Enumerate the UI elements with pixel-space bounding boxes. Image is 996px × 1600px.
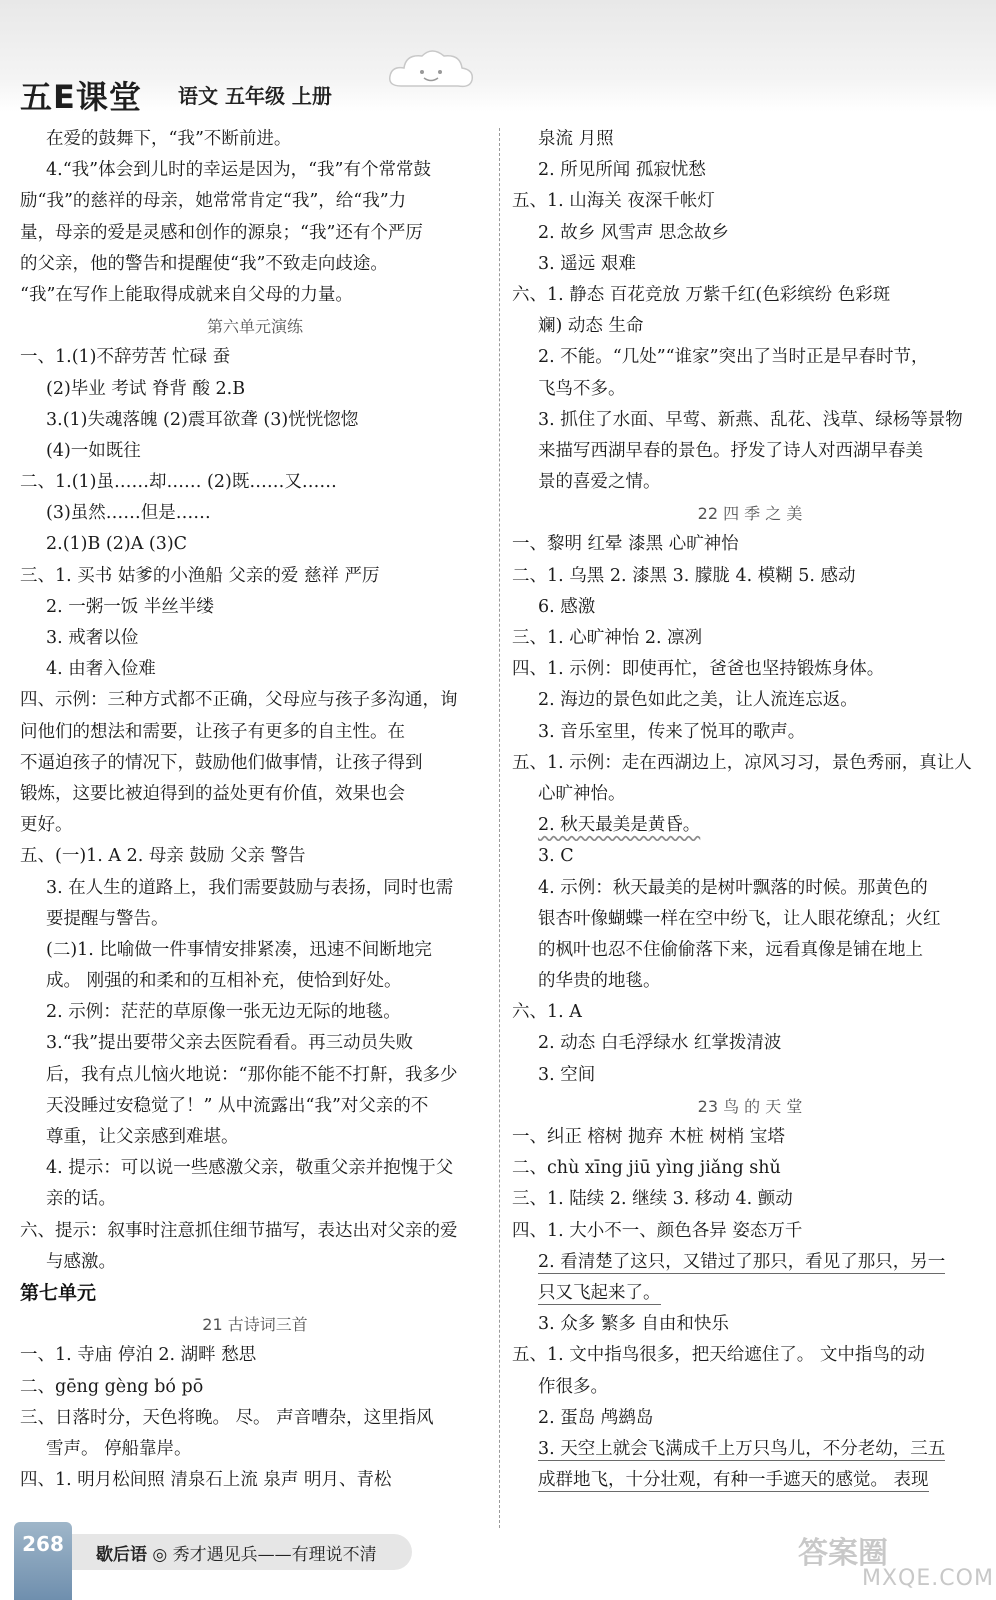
answer-line-text: 3. 在人生的道路上，我们需要鼓励与表扬，同时也需 (46, 877, 454, 898)
answer-line (20, 498, 490, 529)
answer-line-text: 五、(一)1. A 2. 母亲 鼓励 父亲 警告 (20, 846, 306, 867)
answer-line (512, 1122, 988, 1153)
answer-line (512, 249, 988, 280)
answer-line (20, 561, 490, 592)
answer-line (512, 311, 988, 342)
answer-line-text: 尊重，让父亲感到难堪。 (46, 1127, 239, 1147)
answer-line-text: 泉流 月照 (538, 129, 614, 149)
answer-line-text: 2. 秋天最美是黄昏。 (538, 815, 701, 836)
answer-line-text: 更好。 (20, 815, 73, 836)
proverb-bullet-icon: ◎ (152, 1545, 168, 1565)
answer-line-text: 五、1. 山海关 夜深千帐灯 (512, 191, 715, 212)
answer-line-text: 一、1.(1)不辞劳苦 忙碌 蚕 (20, 347, 231, 368)
answer-line (20, 685, 490, 716)
answer-line-text: 斓) 动态 生命 (538, 316, 644, 337)
answer-line (20, 1216, 490, 1247)
answer-line-text: 六、1. 静态 百花竞放 万紫千红(色彩缤纷 色彩斑 (512, 284, 891, 305)
answer-line-text: 三、1. 买书 姑爹的小渔船 父亲的爱 慈祥 严厉 (20, 565, 380, 586)
answer-line (20, 529, 490, 560)
proverb (96, 1540, 377, 1565)
answer-line (20, 218, 490, 249)
answer-line (20, 748, 490, 779)
answer-line (20, 997, 490, 1028)
unit-heading-text: 第七单元 (20, 1281, 97, 1304)
answer-line (20, 186, 490, 217)
watermark-logo: 答案圈 (798, 1536, 888, 1571)
answer-line-text: 景的喜爱之情。 (538, 472, 661, 493)
answer-line-text: 2. 看清楚了这只，又错过了那只，看见了那只，另一 (538, 1251, 946, 1272)
book-logo: 五E课堂 (20, 78, 142, 116)
watermark-url: MXQE.COM (862, 1566, 994, 1591)
answer-line-text: 六、提示：叙事时注意抓住细节描写，表达出对父亲的爱 (20, 1220, 458, 1241)
answer-line (512, 841, 988, 872)
answer-line-text: 与感激。 (46, 1251, 116, 1272)
section-heading (20, 1309, 490, 1340)
answer-line (20, 841, 490, 872)
answer-line-text: 3. 众多 繁多 自由和快乐 (538, 1314, 729, 1335)
answer-line-text: 2. 故乡 风雪声 思念故乡 (538, 222, 729, 243)
answer-line (512, 685, 988, 716)
answer-line (512, 342, 988, 373)
answer-line (512, 124, 988, 155)
answer-line (20, 1060, 490, 1091)
answer-line-text: 4. 示例：秋天最美的是树叶飘落的时候。那黄色的 (538, 877, 928, 898)
answer-line-text: 五、1. 文中指鸟很多，把天给遮住了。 文中指鸟的动 (512, 1345, 925, 1366)
answer-line (20, 1153, 490, 1184)
answer-line (20, 342, 490, 373)
answer-line-text: 来描写西湖早春的景色。抒发了诗人对西湖早春美 (538, 440, 923, 461)
answer-line (512, 1184, 988, 1215)
answer-line (20, 124, 490, 155)
answer-line-text: 三、1. 陆续 2. 继续 3. 移动 4. 颤动 (512, 1189, 793, 1210)
answer-line (512, 1434, 988, 1465)
answer-line-text: 三、日落时分，天色将晚。 尽。 声音嘈杂，这里指风 (20, 1407, 434, 1428)
answer-line (20, 1372, 490, 1403)
answer-line-text: 三、1. 心旷神怡 2. 凛冽 (512, 628, 703, 648)
answer-line-text: 4.“我”体会到儿时的幸运是因为，“我”有个常常鼓 (46, 160, 431, 181)
unit-heading (20, 1278, 490, 1309)
page-header (0, 0, 996, 116)
answer-line (20, 467, 490, 498)
answer-line-text: 二、chù xīng jiū yìng jiǎng shǔ (512, 1158, 781, 1179)
answer-line (512, 873, 988, 904)
answer-line-text: 后，我有点儿恼火地说：“那你能不能不打鼾，我多少 (46, 1064, 458, 1085)
answer-line-text: 3. 空间 (538, 1064, 596, 1085)
answer-line (20, 280, 490, 311)
section-heading (512, 1091, 988, 1122)
answer-line-text: 四、1. 明月松间照 清泉石上流 泉声 明月、青松 (20, 1470, 392, 1491)
answer-line-text: 4. 由奢入俭难 (46, 659, 156, 680)
answer-line (20, 1403, 490, 1434)
answer-line (20, 779, 490, 810)
answer-line-text: 二、1. 乌黑 2. 漆黑 3. 朦胧 4. 模糊 5. 感动 (512, 565, 856, 586)
answer-line (512, 1153, 988, 1184)
answer-line-text: 4. 提示：可以说一些感激父亲，敬重父亲并抱愧于父 (46, 1158, 454, 1179)
answer-line (20, 904, 490, 935)
answer-line-text: 3. 戒奢以俭 (46, 628, 139, 648)
answer-line (512, 810, 988, 841)
answer-line-text: 2. 不能。“几处”“谁家”突出了当时正是早春时节， (538, 347, 929, 368)
answer-line (512, 186, 988, 217)
answer-line-text: 3. 音乐室里，传来了悦耳的歌声。 (538, 721, 806, 742)
answer-line-text: 一、黎明 红晕 漆黑 心旷神怡 (512, 534, 739, 555)
answer-line (20, 654, 490, 685)
answer-line-text: 六、1. A (512, 1002, 582, 1023)
book-subject: 语文 五年级 上册 (178, 84, 332, 108)
answer-line (512, 935, 988, 966)
answer-line (512, 717, 988, 748)
answer-line-text: 2.(1)B (2)A (3)C (46, 534, 188, 555)
section-heading-text: 23 鸟 的 天 堂 (697, 1096, 803, 1116)
answer-line-text: 心旷神怡。 (538, 783, 626, 804)
answer-line-text: 在爱的鼓舞下，“我”不断前进。 (46, 129, 292, 149)
answer-line (20, 1028, 490, 1059)
page-number: 268 (22, 1532, 64, 1556)
section-heading (512, 498, 988, 529)
answer-line-text: 的华贵的地毯。 (538, 971, 661, 992)
answer-line-text: 一、1. 寺庙 停泊 2. 湖畔 愁思 (20, 1345, 257, 1366)
answer-line-text: 2. 一粥一饭 半丝半缕 (46, 596, 214, 617)
answer-line-text: 3. 抓住了水面、早莺、新燕、乱花、浅草、绿杨等景物 (538, 409, 963, 430)
right-column (512, 124, 988, 1496)
answer-line-text: 2. 海边的景色如此之美，让人流连忘返。 (538, 690, 858, 711)
answer-line (20, 1122, 490, 1153)
answer-line-text: 不逼迫孩子的情况下，鼓励他们做事情，让孩子得到 (20, 752, 423, 773)
answer-line-text: 银杏叶像蝴蝶一样在空中纷飞，让人眼花缭乱；火红 (538, 908, 941, 929)
answer-line-text: “我”在写作上能取得成就来自父母的力量。 (20, 284, 353, 305)
left-column (20, 124, 490, 1496)
answer-line (512, 467, 988, 498)
answer-line (512, 654, 988, 685)
answer-line-text: 成。 刚强的和柔和的互相补充，使恰到好处。 (46, 971, 402, 992)
answer-line-text: 雪声。 停船靠岸。 (46, 1438, 192, 1459)
answer-line-text: 一、纠正 榕树 抛弃 木桩 树梢 宝塔 (512, 1127, 785, 1147)
answer-line-text: 四、示例：三种方式都不正确，父母应与孩子多沟通，询 (20, 690, 458, 711)
answer-line (512, 1216, 988, 1247)
answer-line-text: 3.“我”提出要带父亲去医院看看。再三动员失败 (46, 1033, 414, 1054)
answer-line (512, 436, 988, 467)
answer-line-text: 二、gēng gèng bó pō (20, 1376, 204, 1397)
answer-line (20, 935, 490, 966)
proverb-text: 秀才遇见兵——有理说不清 (172, 1545, 377, 1565)
answer-line (512, 904, 988, 935)
cloud-icon (386, 46, 476, 96)
answer-line (20, 249, 490, 280)
section-heading-text: 21 古诗词三首 (202, 1315, 308, 1335)
answer-line-text: 的父亲，他的警告和提醒使“我”不致走向歧途。 (20, 253, 388, 274)
answer-line (20, 966, 490, 997)
answer-line (512, 529, 988, 560)
answer-line (20, 1465, 490, 1496)
answer-line (512, 1247, 988, 1278)
answer-line-text: 3.(1)失魂落魄 (2)震耳欲聋 (3)恍恍惚惚 (46, 409, 359, 430)
answer-line (512, 561, 988, 592)
answer-line (512, 374, 988, 405)
answer-line-text: 只又飞起来了。 (538, 1282, 661, 1303)
answer-line (512, 1340, 988, 1371)
answer-line (20, 873, 490, 904)
answer-line (20, 1184, 490, 1215)
answer-line (512, 966, 988, 997)
answer-line-text: 成群地飞，十分壮观，有种一手遮天的感觉。 表现 (538, 1470, 929, 1491)
answer-line (512, 1278, 988, 1309)
answer-line (20, 1247, 490, 1278)
answer-line (20, 1091, 490, 1122)
answer-line-text: 四、1. 大小不一、颜色各异 姿态万千 (512, 1220, 803, 1241)
answer-line (512, 155, 988, 186)
answer-line-text: 四、1. 示例：即使再忙，爸爸也坚持锻炼身体。 (512, 659, 885, 680)
section-heading-text: 22 四 季 之 美 (697, 504, 803, 524)
answer-line (20, 1340, 490, 1371)
answer-line-text: 要提醒与警告。 (46, 908, 169, 929)
answer-line (20, 623, 490, 654)
answer-line-text: 飞鸟不多。 (538, 378, 626, 399)
answer-line (20, 374, 490, 405)
answer-line (512, 1060, 988, 1091)
answer-line (512, 1403, 988, 1434)
answer-line (20, 436, 490, 467)
answer-line-text: (4)一如既往 (46, 440, 141, 461)
answer-line-text: (3)虽然……但是…… (46, 503, 211, 524)
answer-line-text: 锻炼，这要比被迫得到的益处更有价值，效果也会 (20, 783, 405, 804)
answer-line-text: 量，母亲的爱是灵感和创作的源泉；“我”还有个严厉 (20, 222, 423, 243)
answer-line (512, 997, 988, 1028)
answer-line (512, 1028, 988, 1059)
proverb-label: 歇后语 (96, 1545, 147, 1565)
answer-line-text: 天没睡过安稳觉了！” 从中流露出“我”对父亲的不 (46, 1095, 429, 1116)
column-divider (499, 128, 501, 1528)
answer-line (512, 1465, 988, 1496)
answer-line-text: 的枫叶也忍不住偷偷落下来，远看真像是铺在地上 (538, 939, 923, 960)
answer-line (512, 623, 988, 654)
answer-line (512, 218, 988, 249)
answer-line-text: 2. 所见所闻 孤寂忧愁 (538, 160, 706, 181)
answer-line-text: (2)毕业 考试 脊背 酸 2.B (46, 378, 246, 399)
answer-line (512, 1309, 988, 1340)
answer-line (512, 280, 988, 311)
answer-line-text: 3. 天空上就会飞满成千上万只鸟儿，不分老幼，三五 (538, 1438, 946, 1459)
answer-line (20, 155, 490, 186)
answer-line-text: 2. 蛋岛 鸬鹚岛 (538, 1407, 654, 1428)
answer-line (20, 717, 490, 748)
answer-line-text: 作很多。 (538, 1376, 608, 1397)
answer-line (512, 1372, 988, 1403)
answer-line-text: 3. C (538, 846, 574, 867)
answer-line (512, 592, 988, 623)
section-heading-text: 第六单元演练 (206, 317, 303, 337)
section-heading (20, 311, 490, 342)
answer-line (20, 405, 490, 436)
answer-line-text: 6. 感激 (538, 596, 596, 617)
answer-line-text: 亲的话。 (46, 1189, 116, 1210)
answer-line (20, 810, 490, 841)
answer-line (512, 779, 988, 810)
answer-line-text: 二、1.(1)虽……却…… (2)既……又…… (20, 472, 337, 493)
answer-line (512, 748, 988, 779)
answer-line-text: 问他们的想法和需要，让孩子有更多的自主性。在 (20, 721, 405, 742)
answer-line (20, 592, 490, 623)
answer-line-text: 2. 动态 白毛浮绿水 红掌拨清波 (538, 1033, 782, 1054)
answer-line-text: 励“我”的慈祥的母亲，她常常肯定“我”，给“我”力 (20, 191, 407, 212)
answer-line (512, 405, 988, 436)
answer-line-text: (二)1. 比喻做一件事情安排紧凑，迅速不间断地完 (46, 939, 432, 960)
answer-line (20, 1434, 490, 1465)
answer-line-text: 2. 示例：茫茫的草原像一张无边无际的地毯。 (46, 1002, 401, 1023)
answer-line-text: 五、1. 示例：走在西湖边上，凉风习习，景色秀丽，真让人 (512, 752, 972, 773)
answer-line-text: 3. 遥远 艰难 (538, 253, 636, 274)
